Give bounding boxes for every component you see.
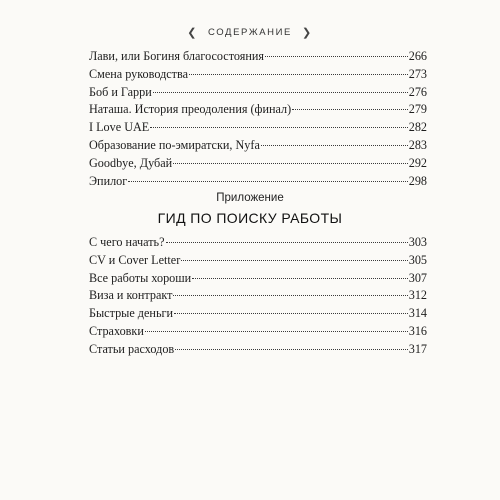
dot-leader bbox=[173, 163, 408, 164]
toc-entry bbox=[89, 173, 427, 191]
toc-appendix-list bbox=[89, 234, 427, 359]
appendix-title: ГИД ПО ПОИСКУ РАБОТЫ bbox=[157, 210, 343, 226]
appendix-label: Приложение bbox=[216, 192, 284, 204]
toc-entry-page: 282 bbox=[408, 120, 427, 135]
toc-entry-title: I Love UAE bbox=[89, 120, 150, 135]
toc-entry bbox=[89, 305, 427, 323]
toc-entry-page: 307 bbox=[408, 270, 427, 285]
right-chevron-ornament-icon: ❯ bbox=[301, 27, 313, 39]
toc-entry-title: Статьи расходов bbox=[89, 341, 175, 356]
toc-entry-title: Наташа. История преодоления (финал) bbox=[89, 102, 292, 117]
toc-entry bbox=[89, 323, 427, 341]
toc-entry bbox=[89, 341, 427, 359]
toc-entry-page: 292 bbox=[408, 155, 427, 170]
toc-entry-title: Goodbye, Дубай bbox=[89, 155, 173, 170]
toc-entry-page: 273 bbox=[408, 66, 427, 81]
toc-entry-page: 283 bbox=[408, 137, 427, 152]
running-header bbox=[0, 26, 500, 39]
toc-entry-page: 276 bbox=[408, 84, 427, 99]
toc-entry-title: Виза и контракт bbox=[89, 288, 173, 303]
toc-main-list bbox=[89, 48, 427, 190]
toc-entry-page: 316 bbox=[408, 323, 427, 338]
toc-entry bbox=[89, 252, 427, 270]
left-chevron-ornament-icon: ❮ bbox=[187, 27, 199, 39]
toc-entry-page: 303 bbox=[408, 235, 427, 249]
dot-leader bbox=[153, 92, 408, 93]
dot-leader bbox=[192, 278, 408, 279]
toc-entry bbox=[89, 48, 427, 66]
toc-entry bbox=[89, 270, 427, 288]
dot-leader bbox=[189, 74, 408, 75]
toc-entry-title: Лави, или Богиня благосостояния bbox=[89, 49, 264, 63]
toc-entry bbox=[89, 101, 427, 119]
dot-leader bbox=[145, 331, 408, 332]
dot-leader bbox=[174, 313, 408, 314]
toc-entry bbox=[89, 155, 427, 173]
toc-entry bbox=[89, 66, 427, 84]
toc-entry bbox=[89, 287, 427, 305]
dot-leader bbox=[175, 349, 408, 350]
toc-entry-title: Все работы хороши bbox=[89, 270, 192, 285]
dot-leader bbox=[128, 181, 407, 182]
toc-entry-title: Страховки bbox=[89, 323, 144, 338]
toc-entry-page: 305 bbox=[408, 252, 427, 267]
toc-entry-page: 312 bbox=[408, 288, 427, 303]
toc-entry-page: 266 bbox=[408, 49, 427, 63]
dot-leader bbox=[173, 295, 407, 296]
toc-entry-title: Быстрые деньги bbox=[89, 306, 174, 321]
dot-leader bbox=[150, 127, 407, 128]
toc-entry-page: 317 bbox=[408, 341, 427, 356]
toc-entry bbox=[89, 234, 427, 252]
toc-entry bbox=[89, 84, 427, 102]
toc-entry-title: С чего начать? bbox=[89, 235, 165, 249]
dot-leader bbox=[292, 109, 408, 110]
toc-entry-title: Боб и Гарри bbox=[89, 84, 152, 99]
toc-entry bbox=[89, 137, 427, 155]
toc-entry-page: 314 bbox=[408, 306, 427, 321]
dot-leader bbox=[166, 242, 408, 243]
toc-entry-page: 279 bbox=[408, 102, 427, 117]
dot-leader bbox=[261, 145, 408, 146]
toc-entry-title: CV и Cover Letter bbox=[89, 252, 181, 267]
dot-leader bbox=[181, 260, 407, 261]
toc-entry-title: Образование по-эмиратски, Nyfa bbox=[89, 137, 260, 152]
toc-entry-title: Эпилог bbox=[89, 173, 128, 188]
toc-entry bbox=[89, 119, 427, 137]
toc-entry-title: Смена руководства bbox=[89, 66, 189, 81]
toc-entry-page: 298 bbox=[408, 173, 427, 188]
dot-leader bbox=[265, 56, 408, 57]
page-title: СОДЕРЖАНИЕ bbox=[208, 27, 292, 38]
